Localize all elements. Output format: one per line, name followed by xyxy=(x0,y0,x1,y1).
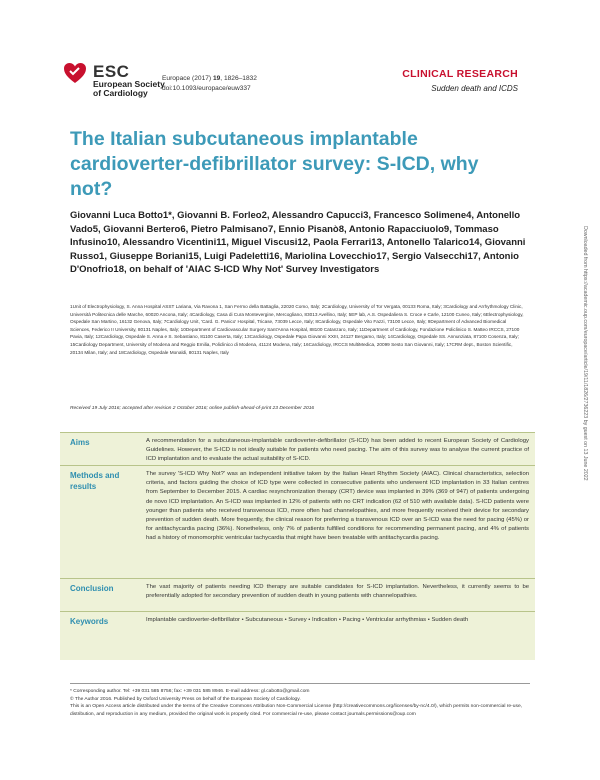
conclusion-label: Conclusion xyxy=(70,584,114,593)
abstract-row-aims xyxy=(60,432,535,465)
structured-abstract xyxy=(60,432,535,660)
author-list: Giovanni Luca Botto1*, Giovanni B. Forleo2, Alessandro Capucci3, Francesco Solimene4, Antonello Vado5, Giovanni Bertero6, Pietro Palmisano7, Ennio Pisanò8, Antonio Rapacciuolo9, Tommaso Infusino10, Alessandro Vicentini11, Miguel Viscusi12, Paola Ferrari13, Antonello Talarico14, Giovanni Russo1, Giuseppe Boriani15, Luigi Padeletti16, Mariolina Lovecchio17, Sergio Valsecchi17, Antonio D'Onofrio18, on behalf of 'AIAC S-ICD Why Not' Survey Investigators xyxy=(70,210,526,275)
download-watermark-text: Downloaded from https://academic.oup.com/europace/article/19/11/1826/2736223 by guest on 13 June 2022 xyxy=(582,226,588,481)
abstract-row-methods xyxy=(60,465,535,578)
footnote-divider xyxy=(70,683,530,684)
received-dates: Received 19 July 2016; accepted after revision 2 October 2016; online publish-ahead-of-print 23 December 2016 xyxy=(70,406,315,411)
journal-volume: 19 xyxy=(212,75,221,82)
methods-label: Methods and results xyxy=(70,471,120,491)
footnotes xyxy=(70,688,530,718)
aims-text: A recommendation for a subcutaneous-implantable cardioverter-defibrillator (S-ICD) has been added to recent European Society of Cardiology Guidelines. However, the S-ICD is not ideally suitable for patients who need pacing. The aim of this survey was to analyse the current practice of ICD implantation and to evaluate the actual suitability of S-ICD. xyxy=(146,438,529,463)
license-text: This is an Open Access article distributed under the terms of the Creative Commons Attribution Non-Commercial License (http://creativecommons.org/licenses/by-nc/4.0/), which permits non-commercial re-use, distribution, and reproduction in any medium, provided the original work is properly cited. For commercial re-use, please contact journals.permissions@oup.com xyxy=(70,704,523,717)
logo-line1: European Society xyxy=(93,79,165,89)
affiliations: 1Unit of Electrophysiology, S. Anna Hospital ASST Lariana, Via Ravona 1, San Fermo della Battaglia, 22020 Como, Italy; 2Cardiology, University of Tor Vergata, 00133 Roma, Italy; 3Cardiology and Arrhythmology Clinic, Università Politecnica delle Marche, 60020 Ancona, Italy; 4Cardiology, Casa di Cura Montevergine, Mercogliano, 83013 Avellino, Italy; 5EP lab, A.S. Ospedaliera S. Croce e Carle, 12100 Cuneo, Italy; 6Electrophysiology, Ospedale San Martino, 16132 Genova, Italy; 7Cardiology Unit, 'Card. G. Panico' Hospital, Tricase, 73039 Lecce, Italy; 8Cardiology, Ospedale Vito Fazzi, 73100 Lecce, Italy; 9Department of Advanced Biomedical Sciences, Federico II University, 80131 Naples, Italy; 10Department of Cardiovascular Surgery Sant'Anna Hospital, 88100 Catanzaro, Italy; 11Department of Cardiology, Fondazione Policlinico S. Matteo IRCCS, 27100 Pavia, Italy; 12Cardiology, Ospedale S. Anna e S. Sebastiano, 81100 Caserta, Italy; 13Cardiology, Ospedale Papa Giovanni XXIII, 24127 Bergamo, Italy; 14Cardiology, Ospedale SS. Annunziata, 87100 Cosenza, Italy; 15Cardiology Department, University of Modena and Reggio Emilia, Policlinico di Modena, 41124 Modena, Italy; 16Cardiology, IRCCS MultiMedica, 20099 Sesto San Giovanni, Italy; 17CRM dept., Boston Scientific, 20134 Milan, Italy; and 18Cardiology, Ospedale Monaldi, 80131 Naples, Italy xyxy=(70,304,524,355)
abstract-row-keywords xyxy=(60,611,535,661)
logo-short: ESC xyxy=(93,62,130,81)
journal-citation xyxy=(162,74,257,94)
article-title: The Italian subcutaneous implantable cardioverter-defibrillator survey: S-ICD, why not? xyxy=(70,128,479,200)
keywords-label: Keywords xyxy=(70,617,109,626)
conclusion-text: The vast majority of patients needing ICD therapy are suitable candidates for S-ICD implantation. Nevertheless, it currently seems to be preferentially adopted for secondary prevention of sudden death in young patients with channelopathies. xyxy=(146,584,529,600)
copyright: © The Author 2016. Published by Oxford University Press on behalf of the European Society of Cardiology. xyxy=(70,696,301,702)
logo-line2: of Cardiology xyxy=(93,88,148,98)
section-label: CLINICAL RESEARCH xyxy=(402,68,518,80)
doi[interactable]: doi:10.1093/europace/euw337 xyxy=(162,85,251,92)
methods-text: The survey 'S-ICD Why Not?' was an independent initiative taken by the Italian Heart Rhythm Society (AIAC). Clinical characteristics, selection criteria, and factors guiding the choice of ICD type were collected in consecutive patients who underwent ICD implantation in 33 Italian centres from September to December 2015. A cardiac resynchronization therapy (CRT) device was implanted in 39% (369 of 947) of patients undergoing de novo ICD implantation. An S-ICD was implanted in 12% of patients with no CRT indication (62 of 510 with available data). S-ICD patients were younger than patients who received transvenous ICD, more often had channelopathies, and more frequently received their device for secondary prevention of sudden death. More frequently, the clinical reason for preferring a transvenous ICD over an S-ICD was the need for pacing (45%) or for antitachycardia pacing (36%). Nonetheless, only 7% of patients fulfilled conditions for recommending permanent pacing, and 4% of patients had a history of monomorphic ventricular tachycardia that might have been treatable with antitachycardia pacing. xyxy=(146,471,529,542)
download-watermark xyxy=(578,226,588,556)
journal-ref-post: , 1826–1832 xyxy=(220,75,257,82)
esc-heart-logo-icon xyxy=(62,60,88,86)
subsection-label: Sudden death and ICDS xyxy=(431,84,518,93)
journal-ref-pre: Europace (2017) xyxy=(162,75,213,82)
keywords-text: Implantable cardioverter-defibrillator • Subcutaneous • Survey • Indication • Pacing • Ventricular arrhythmias • Sudden death xyxy=(146,617,469,623)
aims-label: Aims xyxy=(70,438,90,447)
abstract-row-conclusion xyxy=(60,578,535,611)
esc-logo-text xyxy=(93,63,165,98)
corresponding-author: * Corresponding author. Tel: +39 031 585 8756; fax: +39 031 585 8946. E-mail address: gl.cabotto@gmail.com xyxy=(70,689,310,694)
